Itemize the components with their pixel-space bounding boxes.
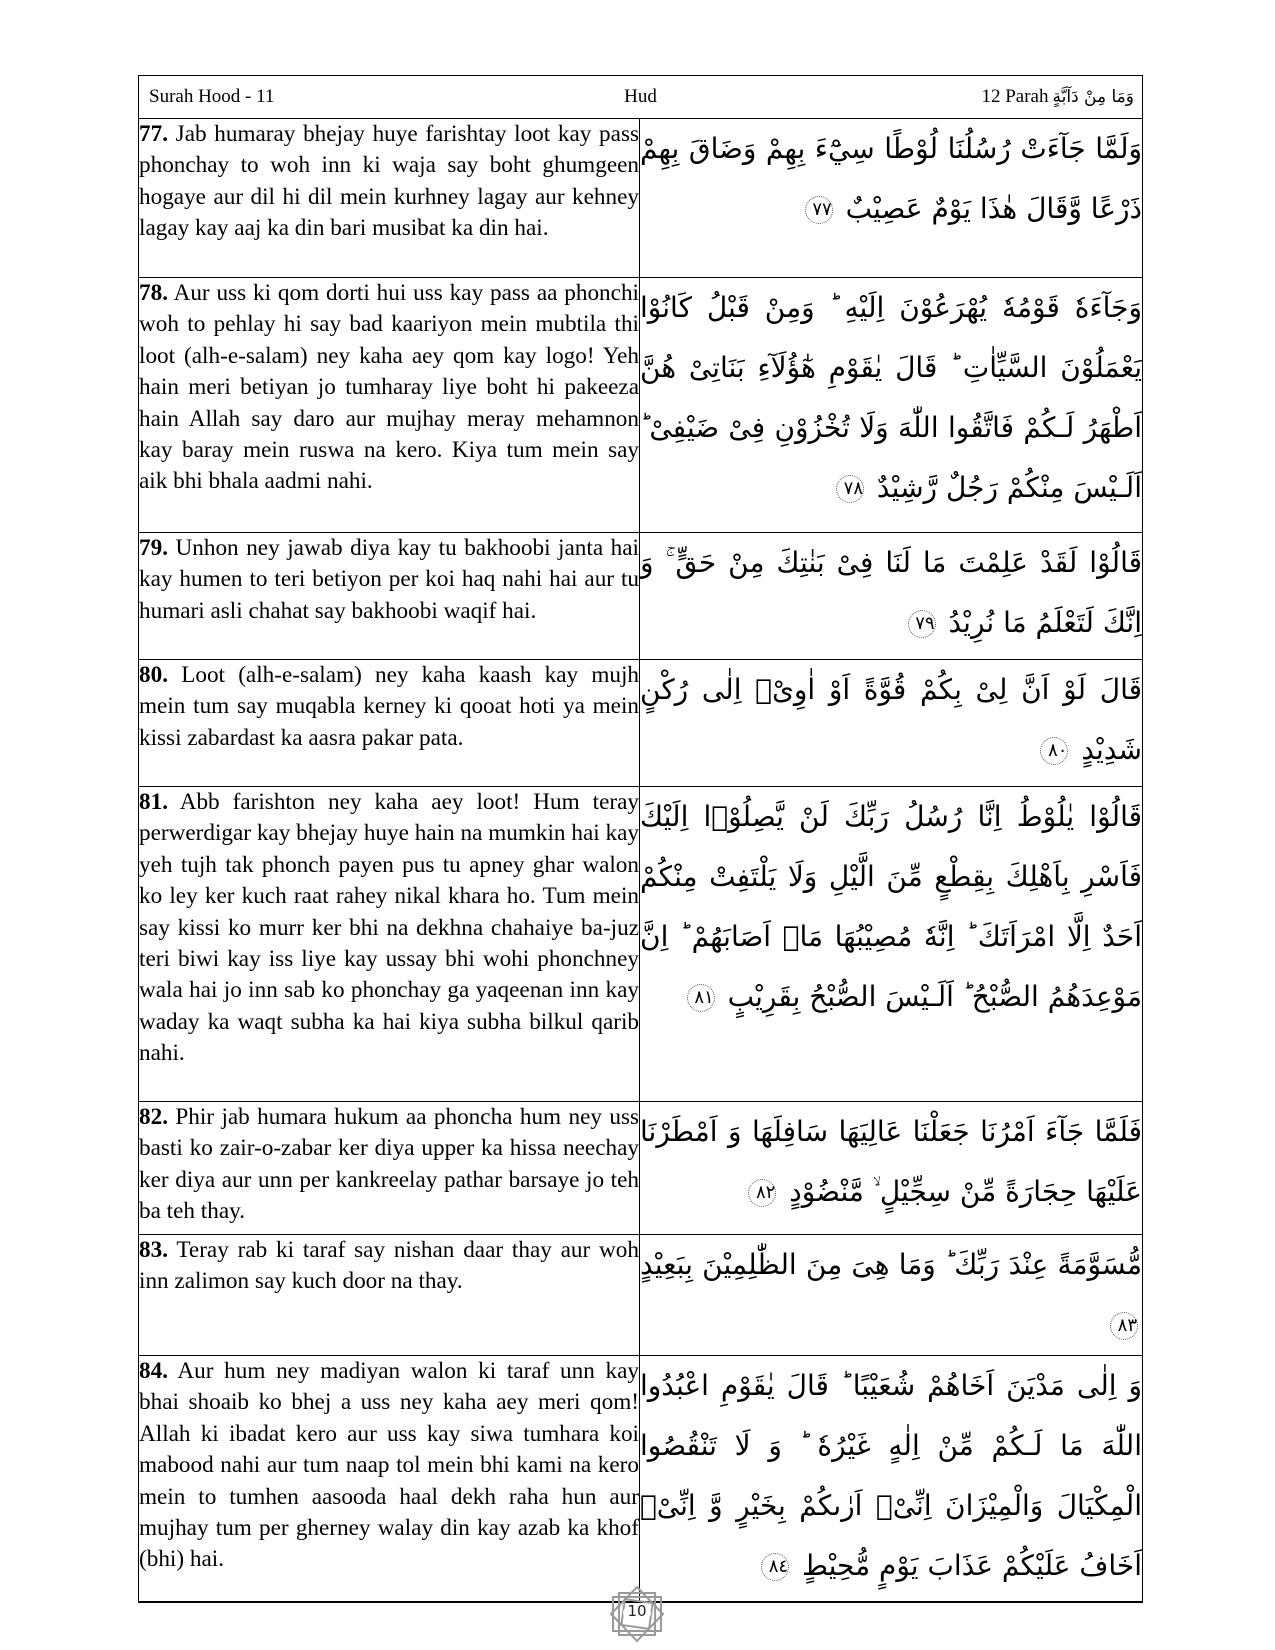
verse-row <box>139 533 1143 660</box>
verse-row <box>139 787 1143 1102</box>
ayah-end-marker-icon: ٨٤ <box>761 1553 789 1581</box>
arabic-cell <box>640 119 1143 278</box>
verse-translation: Phir jab humara hukum aa phoncha hum ney uss basti ko zair-o-zabar ker diya upper ka hissa neechay ker diya aur unn per kankreelay pathar barsaye jo teh ba teh thay. <box>139 1104 639 1225</box>
arabic-cell <box>640 787 1143 1102</box>
verse-number: 77. <box>139 121 168 147</box>
arabic-cell <box>640 533 1143 660</box>
verse-arabic: قَالُوْا لَقَدْ عَلِمْتَ مَا لَنَا فِىْ بَنٰتِكَ مِنْ حَقٍّ ۚ وَ اِنَّكَ لَتَعْلَمُ مَا نُرِيْدُ <box>640 546 1142 639</box>
verse-translation: Abb farishton ney kaha aey loot! Hum teray perwerdigar kay bhejay huye hain na mumkin hai kay yeh tujh tak phonch payen pus tu apney ghar walon ko ley ker kuch raat rahey nikal khara ho. Tum mein say kissi ko murr ker bhi na dekhna chahaiye ba-juz teri biwi kay iss liye kay ussay bhi wohi phonchney wala hai jo inn sab ko phonchay ga yaqeenan inn kay waday ka waqt subha ka hai kiya subha bilkul qarib nahi. <box>139 789 639 1067</box>
verse-translation: Jab humaray bhejay huye farishtay loot kay pass phonchay to woh inn ki waja say boht ghumgeen hogaye aur dil hi dil mein kurhney lagay aur kehney lagay kay aaj ka din bari musibat ka din hai. <box>139 121 639 242</box>
verse-arabic: قَالَ لَوْ اَنَّ لِىْ بِكُمْ قُوَّةً اَوْ اٰوِىْۤ اِلٰى رُكْنٍ شَدِيْدٍ <box>640 673 1142 766</box>
verse-row <box>139 1356 1143 1602</box>
arabic-cell <box>640 278 1143 533</box>
arabic-cell <box>640 1235 1143 1356</box>
verse-translation: Aur uss ki qom dorti hui uss kay pass aa phonchi woh to pehlay hi say bad kaariyon mein mubtila thi loot (alh-e-salam) ney kaha aey qom kay logo! Yeh hain meri betiyan jo tumharay liye boht hi pakeeza hain Allah say daro aur mujhay meray mehamnon kay baray mein ruswa na kero. Kiya tum mein say aik bhi bhala aadmi nahi. <box>139 280 639 495</box>
verse-table <box>138 75 1143 1603</box>
verse-arabic: وَلَمَّا جَآءَتْ رُسُلُنَا لُوْطًا سِيْٓءَ بِهِمْ وَضَاقَ بِهِمْ ذَرْعًا وَّقَالَ هٰذَا يَوْمٌ عَصِيْبٌ <box>640 132 1142 225</box>
verse-row <box>139 660 1143 787</box>
verse-translation: Loot (alh-e-salam) ney kaha kaash kay mujh mein tum say muqabla kerney ki qooat hoti ya mein kissi zabardast ka aasra pakar pata. <box>139 662 640 751</box>
verse-row <box>139 1235 1143 1356</box>
verse-arabic: قَالُوْا يٰلُوْطُ اِنَّا رُسُلُ رَبِّكَ لَنْ يَّصِلُوْۤا اِلَيْكَ فَاَسْرِ بِاَهْلِكَ بِقِطْعٍ مِّنَ الَّيْلِ وَلَا يَلْتَفِتْ مِنْكُمْ اَحَدٌ اِلَّا امْرَاَتَكَ ؕ اِنَّهٗ مُصِيْبُهَا مَاۤ اَصَابَهُمْ ؕ اِنَّ مَوْعِدَهُمُ الصُّبْحُ ؕ اَلَـيْسَ الصُّبْحُ بِقَرِيْبٍ <box>640 800 1142 1013</box>
verse-row <box>139 278 1143 533</box>
running-header <box>139 76 1143 119</box>
verse-number: 82. <box>139 1104 168 1130</box>
verse-row <box>139 119 1143 278</box>
ayah-end-marker-icon: ٨٢ <box>748 1179 776 1207</box>
arabic-cell <box>640 1356 1143 1602</box>
verse-translation: Unhon ney jawab diya kay tu bakhoobi janta hai kay humen to teri betiyon per koi haq nahi hai aur tu humari asli chahat say bakhoobi waqif hai. <box>139 535 639 624</box>
ayah-end-marker-icon: ٨١ <box>687 984 715 1012</box>
verse-number: 84. <box>139 1358 168 1384</box>
ayah-end-marker-icon: ٧٩ <box>908 610 936 638</box>
header-title: Hud <box>624 86 657 107</box>
translation-cell <box>139 278 640 533</box>
translation-cell <box>139 787 640 1102</box>
header-parah-arabic: وَمَا مِنْ دَآبَّةٍ <box>1052 87 1134 107</box>
header-parah-label: 12 Parah <box>981 86 1049 107</box>
header-parah <box>981 86 1134 108</box>
verse-arabic: وَجَآءَهٗ قَوْمُهٗ يُهْرَعُوْنَ اِلَيْهِ ؕ وَمِنْ قَبْلُ كَانُوْا يَعْمَلُوْنَ السَّيِّاٰتِ ؕ قَالَ يٰقَوْمِ هٰٓؤُلَآءِ بَنَاتِىْ هُنَّ اَطْهَرُ لَـكُمْ فَاتَّقُوا اللّٰهَ وَلَا تُخْزُوْنِ فِىْ ضَيْفِىْ ؕ اَلَـيْسَ مِنْكُمْ رَجُلٌ رَّشِيْدٌ <box>640 291 1142 504</box>
verse-number: 83. <box>139 1237 168 1263</box>
translation-cell <box>139 1102 640 1235</box>
ayah-end-marker-icon: ٨٣ <box>1110 1312 1138 1340</box>
page-number-badge <box>605 1585 669 1643</box>
page-number: 10 <box>627 1602 647 1620</box>
ayah-end-marker-icon: ٧٨ <box>836 475 864 503</box>
verse-translation: Aur hum ney madiyan walon ki taraf unn kay bhai shoaib ko bhej a uss ney kaha aey meri qom! Allah ki ibadat kero aur uss kay siwa tumhara koi mabood nahi aur tum naap tol mein bhi kami na kero mein to tumhen aasooda haal dekh raha hun aur mujhay tum per gherney walay din kay azab ka khof (bhi) hai. <box>139 1358 639 1573</box>
arabic-cell <box>640 1102 1143 1235</box>
translation-cell <box>139 119 640 278</box>
ayah-end-marker-icon: ٨٠ <box>1040 737 1068 765</box>
verse-row <box>139 1102 1143 1235</box>
translation-cell <box>139 1356 640 1602</box>
verse-number: 80. <box>139 662 168 688</box>
verse-number: 78. <box>139 280 168 306</box>
header-surah-name: Surah Hood - 11 <box>149 86 275 107</box>
arabic-cell <box>640 660 1143 787</box>
verse-number: 81. <box>139 789 168 815</box>
verse-arabic: مُّسَوَّمَةً عِنْدَ رَبِّكَ ؕ وَمَا هِىَ مِنَ الظّٰلِمِيْنَ بِبَعِيْدٍ <box>640 1248 1142 1281</box>
translation-cell <box>139 660 640 787</box>
verse-translation: Teray rab ki taraf say nishan daar thay aur woh inn zalimon say kuch door na thay. <box>139 1237 639 1295</box>
translation-cell <box>139 1235 640 1356</box>
ayah-end-marker-icon: ٧٧ <box>805 196 833 224</box>
verse-arabic: وَ اِلٰى مَدْيَنَ اَخَاهُمْ شُعَيْبًا ؕ قَالَ يٰقَوْمِ اعْبُدُوا اللّٰهَ مَا لَـكُمْ مِّنْ اِلٰهٍ غَيْرُهٗ ؕ وَ لَا تَنْقُصُوا الْمِكْيَالَ وَالْمِيْزَانَ اِنِّىْۤ اَرٰٮكُمْ بِخَيْرٍ وَّ اِنِّىْۤ اَخَافُ عَلَيْكُمْ عَذَابَ يَوْمٍ مُّحِيْطٍ <box>640 1369 1142 1582</box>
verse-arabic: فَلَمَّا جَآءَ اَمْرُنَا جَعَلْنَا عَالِيَهَا سَافِلَهَا وَ اَمْطَرْنَا عَلَيْهَا حِجَارَةً مِّنْ سِجِّيْلٍ ۙ مَّنْضُوْدٍ <box>640 1115 1142 1208</box>
translation-cell <box>139 533 640 660</box>
verse-number: 79. <box>139 535 168 561</box>
